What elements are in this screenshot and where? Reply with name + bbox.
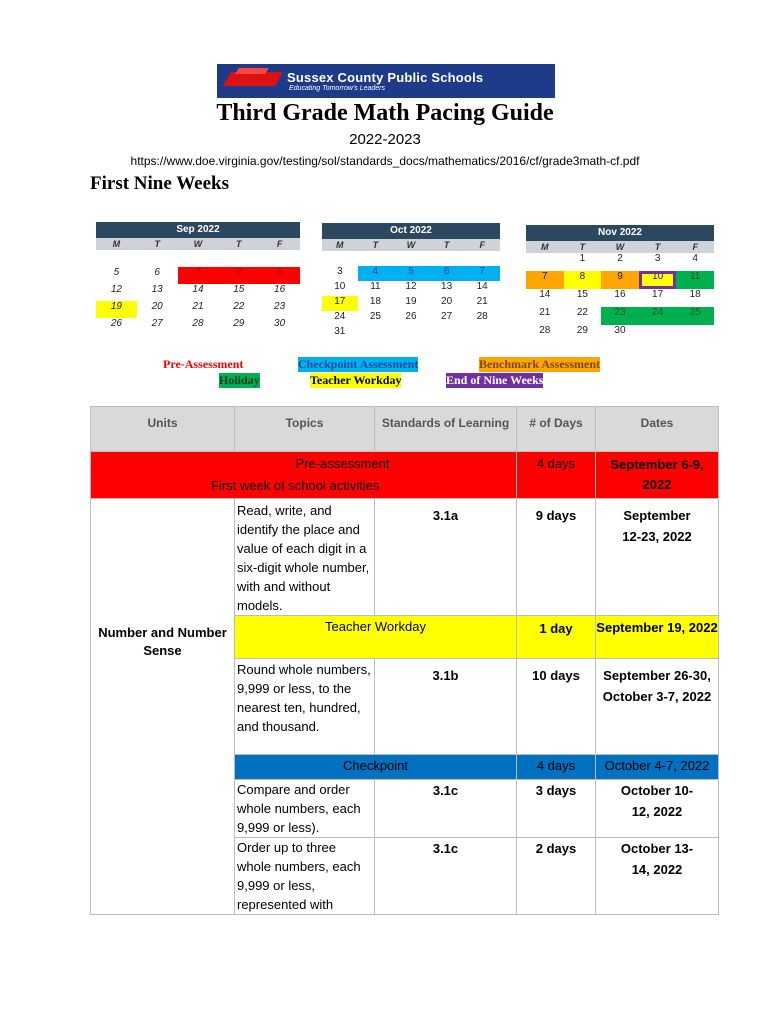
topic-text: Order up to three whole numbers, each 9,999 or less, represented with <box>235 838 375 915</box>
calendar-date: 4 <box>692 253 698 264</box>
calendar-date <box>137 250 178 267</box>
calendar-date: 15 <box>233 284 245 295</box>
calendar-weekdays <box>322 239 500 251</box>
checkpoint-dates: October 4-7, 2022 <box>596 755 719 780</box>
calendar-date: 27 <box>441 311 453 322</box>
calendar-date: 8 <box>218 267 259 284</box>
calendar-date: 26 <box>110 318 122 329</box>
calendar-date: 29 <box>576 325 588 336</box>
calendar-date: 14 <box>192 284 204 295</box>
sol-code: 3.1c <box>375 780 517 838</box>
calendar-date: 6 <box>154 267 160 278</box>
calendar-date: 1 <box>579 253 586 264</box>
calendar-date: 10 <box>639 271 677 289</box>
calendar-weekday: F <box>692 242 698 252</box>
calendar-date <box>358 326 394 341</box>
days-count: 2 days <box>517 838 596 915</box>
calendar-date: 24 <box>639 307 677 325</box>
legend-pre-assessment: Pre-Assessment <box>163 357 244 371</box>
calendar-date: 23 <box>274 301 286 312</box>
logo-tagline: Educating Tomorrow's Leaders <box>289 85 386 92</box>
section-heading: First Nine Weeks <box>90 173 229 194</box>
days-count: 9 days <box>517 499 596 616</box>
calendar-date <box>218 250 259 267</box>
calendar-date: 9 <box>259 267 300 284</box>
calendar-date: 5 <box>113 267 120 278</box>
calendar-title: Sep 2022 <box>96 222 300 238</box>
topic-text: Round whole numbers, 9,999 or less, to the nearest ten, hundred, and thousand. <box>235 659 375 755</box>
calendar-date <box>96 250 137 267</box>
calendar-date: 5 <box>393 266 429 281</box>
calendar-date: 28 <box>539 325 551 336</box>
topic-text: Compare and order whole numbers, each 9,999 or less). <box>235 780 375 838</box>
calendar-date: 28 <box>192 318 204 329</box>
calendar-date: 21 <box>539 307 551 318</box>
calendar-date: 4 <box>358 266 394 281</box>
days-count: 3 days <box>517 780 596 838</box>
calendar-date <box>464 326 500 341</box>
header-topics: Topics <box>235 407 375 452</box>
header-dates: Dates <box>596 407 719 452</box>
workday-dates: September 19, 2022 <box>596 616 719 659</box>
reference-url: https://www.doe.virginia.gov/testing/sol/standards_docs/mathematics/2016/cf/grade3math-cf.pdf <box>130 154 640 168</box>
calendar-date: 19 <box>96 301 137 318</box>
calendar-weekdays <box>96 238 300 250</box>
calendar-weekday: W <box>615 242 625 252</box>
calendar-date: 17 <box>652 289 664 300</box>
calendar-date: 27 <box>151 318 163 329</box>
calendar-weekday: T <box>443 240 450 250</box>
calendar-date: 22 <box>576 307 588 318</box>
calendar-date: 14 <box>539 289 551 300</box>
calendar-date: 3 <box>654 253 661 264</box>
table-header-row <box>91 407 719 452</box>
workday-days: 1 day <box>517 616 596 659</box>
legend-end-nine-weeks: End of Nine Weeks <box>446 373 544 387</box>
calendar-date: 12 <box>405 281 417 292</box>
sol-code: 3.1b <box>375 659 517 755</box>
header-days: # of Days <box>517 407 596 452</box>
calendar-date <box>676 325 714 343</box>
calendar-weekday: T <box>154 239 160 249</box>
school-year: 2022-2023 <box>349 131 421 148</box>
calendar-date: 7 <box>526 271 564 289</box>
calendar-date: 13 <box>441 281 453 292</box>
date-range: October 10-12, 2022 <box>596 780 719 838</box>
calendar-date: 9 <box>601 271 639 289</box>
school-logo <box>217 64 555 98</box>
calendar-date: 22 <box>233 301 245 312</box>
calendar-grid <box>526 253 714 343</box>
calendar-date: 23 <box>601 307 639 325</box>
checkpoint-label: Checkpoint <box>235 755 517 780</box>
legend-checkpoint: Checkpoint Assessment <box>298 357 419 371</box>
calendar-date: 10 <box>334 281 346 292</box>
calendar-sep <box>96 222 300 335</box>
table-row-pre-assessment <box>91 452 719 499</box>
calendar-title: Oct 2022 <box>322 223 500 239</box>
legend-benchmark: Benchmark Assessment <box>479 357 601 371</box>
calendar-weekday: W <box>406 240 416 250</box>
calendar-weekday: F <box>276 239 283 249</box>
calendar-weekday: M <box>336 240 344 250</box>
calendar-date: 30 <box>274 318 286 329</box>
calendar-date: 8 <box>564 271 602 289</box>
calendar-date <box>429 326 465 341</box>
calendar-date: 29 <box>233 318 245 329</box>
calendar-date: 13 <box>151 284 163 295</box>
calendar-date <box>429 251 465 266</box>
days-count: 10 days <box>517 659 596 755</box>
calendar-date: 7 <box>178 267 219 284</box>
page-title: Third Grade Math Pacing Guide <box>216 100 554 126</box>
calendar-date: 11 <box>370 281 381 292</box>
calendar-date <box>393 251 429 266</box>
calendar-date: 12 <box>110 284 122 295</box>
date-range: September 12-23, 2022 <box>596 499 719 616</box>
calendar-weekday: T <box>372 240 379 250</box>
calendar-date: 21 <box>476 296 488 307</box>
calendar-date: 11 <box>676 271 714 289</box>
pre-assessment-label <box>91 452 517 499</box>
calendar-date: 2 <box>617 253 623 264</box>
calendar-weekday: T <box>579 242 586 252</box>
calendar-weekday: M <box>541 242 549 252</box>
calendar-weekday: T <box>236 239 242 249</box>
calendar-date: 18 <box>689 289 701 300</box>
calendar-nov <box>526 225 714 343</box>
calendar-date: 26 <box>405 311 417 322</box>
calendar-date: 30 <box>614 325 626 336</box>
calendar-weekday: T <box>654 242 661 252</box>
calendar-date: 31 <box>334 326 346 337</box>
pre-assessment-days: 4 days <box>517 452 596 499</box>
calendar-weekdays <box>526 241 714 253</box>
calendar-date: 21 <box>192 301 204 312</box>
legend-teacher-workday: Teacher Workday <box>310 373 402 387</box>
calendar-date <box>259 250 300 267</box>
calendar-date: 16 <box>614 289 626 300</box>
calendar-date: 14 <box>476 281 488 292</box>
header-sol: Standards of Learning <box>375 407 517 452</box>
calendar-date: 28 <box>476 311 488 322</box>
calendar-weekday: W <box>193 239 203 249</box>
sol-code: 3.1c <box>375 838 517 915</box>
calendar-date: 20 <box>441 296 453 307</box>
calendar-date <box>393 326 429 341</box>
pacing-table <box>90 406 719 915</box>
calendar-date <box>639 325 677 343</box>
calendar-date: 25 <box>676 307 714 325</box>
calendar-date: 24 <box>334 311 346 322</box>
calendar-date: 15 <box>576 289 588 300</box>
calendar-date: 25 <box>369 311 381 322</box>
calendar-date: 7 <box>464 266 500 281</box>
logo-mark-icon <box>217 64 287 98</box>
sol-code: 3.1a <box>375 499 517 616</box>
logo-name: Sussex County Public Schools <box>287 70 484 85</box>
calendar-date: 6 <box>429 266 465 281</box>
calendar-date <box>322 251 358 266</box>
calendar-grid <box>96 250 300 335</box>
calendar-oct <box>322 223 500 341</box>
checkpoint-days: 4 days <box>517 755 596 780</box>
calendar-weekday: M <box>112 239 121 249</box>
workday-label: Teacher Workday <box>235 616 517 659</box>
header-units: Units <box>91 407 235 452</box>
calendar-date <box>526 253 564 271</box>
calendar-weekday: F <box>479 240 485 250</box>
calendar-date: 3 <box>337 266 343 277</box>
calendar-date: 18 <box>369 296 381 307</box>
table-row <box>91 499 719 616</box>
calendar-grid <box>322 251 500 341</box>
pre-assessment-dates: September 6-9, 2022 <box>596 452 719 499</box>
calendar-date <box>358 251 394 266</box>
pre-assessment-subtitle: First week of school activities <box>211 478 380 493</box>
calendar-title: Nov 2022 <box>526 225 714 241</box>
pre-assessment-title: Pre-assessment <box>295 456 390 471</box>
date-range: September 26-30, October 3-7, 2022 <box>596 659 719 755</box>
legend-holiday: Holiday <box>219 373 260 387</box>
calendar-date: 19 <box>405 296 417 307</box>
date-range: October 13-14, 2022 <box>596 838 719 915</box>
topic-text: Read, write, and identify the place and value of each digit in a six-digit whole number, with and without models. <box>235 499 375 616</box>
calendar-date: 16 <box>274 284 286 295</box>
calendar-date: 17 <box>322 296 358 311</box>
calendar-date <box>464 251 500 266</box>
unit-name: Number and Number Sense <box>91 499 235 915</box>
calendar-date: 20 <box>151 301 163 312</box>
calendar-date <box>178 250 219 267</box>
